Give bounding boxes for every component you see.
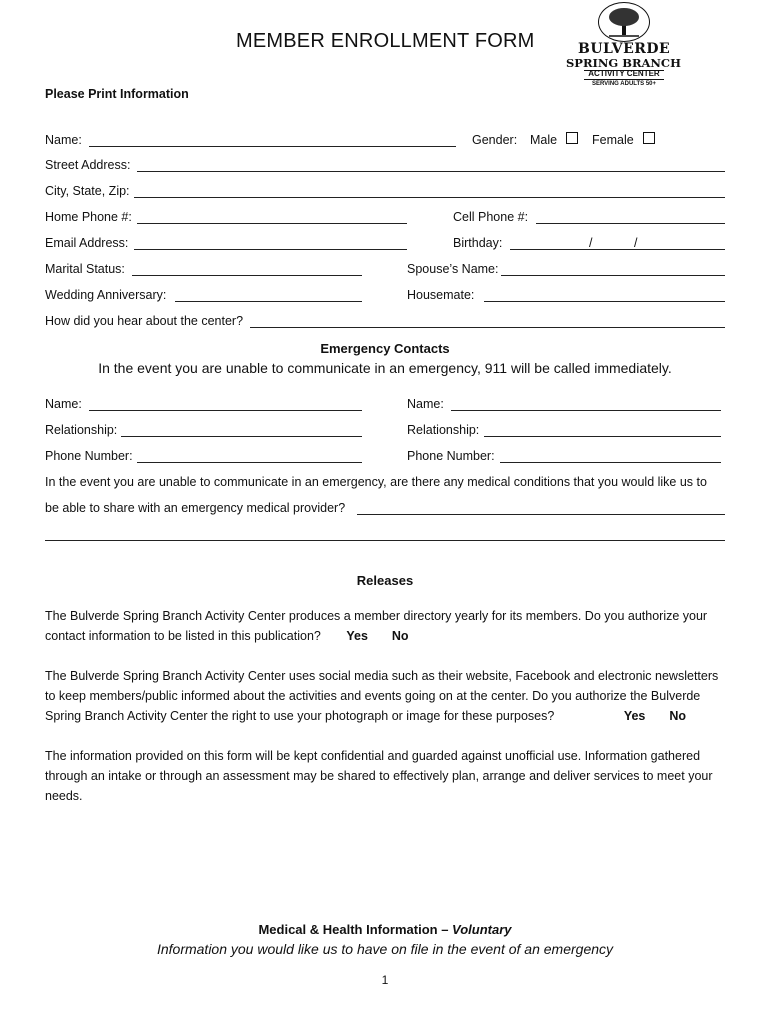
- housemate-label: Housemate:: [407, 288, 475, 302]
- spouse-label: Spouse’s Name:: [407, 262, 499, 276]
- phone-left-field[interactable]: [137, 462, 362, 463]
- emergency-heading: Emergency Contacts: [320, 341, 450, 356]
- email-field[interactable]: [134, 249, 407, 250]
- print-instruction: Please Print Information: [45, 87, 189, 101]
- social-paragraph: [45, 666, 730, 726]
- phone-left-label: Phone Number:: [45, 449, 133, 463]
- relationship-left-field[interactable]: [121, 436, 362, 437]
- logo-line4: SERVING ADULTS 50+: [591, 81, 657, 87]
- relationship-left-label: Relationship:: [45, 423, 118, 437]
- logo-line2: SPRING BRANCH: [566, 56, 681, 70]
- directory-text: The Bulverde Spring Branch Activity Center produces a member directory yearly for its members. Do you authorize your contact information to be listed in this publication?: [45, 609, 708, 643]
- social-yes[interactable]: Yes: [623, 709, 646, 723]
- female-label: Female: [592, 133, 634, 147]
- name-label: Name:: [45, 133, 82, 147]
- birthday-field[interactable]: [510, 249, 725, 250]
- medical-heading-voluntary: Voluntary: [452, 922, 512, 937]
- city-field[interactable]: [134, 197, 725, 198]
- emergency-name-right-field[interactable]: [451, 410, 721, 411]
- marital-label: Marital Status:: [45, 262, 125, 276]
- marital-field[interactable]: [132, 275, 362, 276]
- directory-no[interactable]: No: [391, 629, 409, 643]
- gender-label: Gender:: [472, 133, 518, 147]
- housemate-field[interactable]: [484, 301, 725, 302]
- relationship-right-field[interactable]: [484, 436, 721, 437]
- medical-heading-text: Medical & Health Information –: [258, 922, 453, 937]
- logo-line3: ACTIVITY CENTER: [588, 69, 660, 78]
- medical-conditions-field-2[interactable]: [45, 540, 725, 541]
- confidential-paragraph: The information provided on this form will be kept confidential and guarded against unofficial use. Information gathered through an intake or through an assessment may be shared to effectively plan, arrange and deliver services to meet your needs.: [45, 749, 713, 803]
- relationship-right-label: Relationship:: [407, 423, 480, 437]
- emergency-name-left-label: Name:: [45, 397, 82, 411]
- home-phone-field[interactable]: [137, 223, 407, 224]
- anniversary-field[interactable]: [175, 301, 362, 302]
- birthday-slash-2: /: [634, 236, 638, 250]
- social-text: The Bulverde Spring Branch Activity Center uses social media such as their website, Facebook and electronic newsletters to keep members/public informed about the activities and events going on at the center. Do you authorize the Bulverde Spring Branch Activity Center the right to use your photograph or image for these purposes?: [45, 669, 719, 723]
- male-label: Male: [530, 133, 558, 147]
- emergency-subheading: In the event you are unable to communicate in an emergency, 911 will be called immediately.: [98, 360, 672, 376]
- emergency-name-left-field[interactable]: [89, 410, 362, 411]
- city-label: City, State, Zip:: [45, 184, 130, 198]
- hear-label: How did you hear about the center?: [45, 314, 244, 328]
- releases-heading: Releases: [356, 573, 414, 588]
- medical-question-line1: In the event you are unable to communicate in an emergency, are there any medical conditions that you would like us to: [45, 475, 707, 489]
- street-label: Street Address:: [45, 158, 131, 172]
- male-checkbox[interactable]: [566, 132, 578, 144]
- medical-heading: [0, 922, 770, 937]
- home-phone-label: Home Phone #:: [45, 210, 132, 224]
- birthday-slash-1: /: [589, 236, 593, 250]
- phone-right-field[interactable]: [500, 462, 721, 463]
- female-checkbox[interactable]: [643, 132, 655, 144]
- social-no[interactable]: No: [669, 709, 687, 723]
- hear-field[interactable]: [250, 327, 725, 328]
- email-label: Email Address:: [45, 236, 129, 250]
- logo-line1: BULVERDE: [578, 41, 671, 57]
- medical-conditions-field[interactable]: [357, 514, 725, 515]
- tree-icon: [598, 2, 650, 42]
- birthday-label: Birthday:: [453, 236, 503, 250]
- cell-phone-label: Cell Phone #:: [453, 210, 529, 224]
- page-number: 1: [381, 973, 389, 987]
- emergency-name-right-label: Name:: [407, 397, 444, 411]
- phone-right-label: Phone Number:: [407, 449, 495, 463]
- street-field[interactable]: [137, 171, 725, 172]
- anniversary-label: Wedding Anniversary:: [45, 288, 167, 302]
- directory-paragraph: [45, 606, 730, 646]
- directory-yes[interactable]: Yes: [346, 629, 368, 643]
- name-field[interactable]: [89, 146, 456, 147]
- spouse-field[interactable]: [501, 275, 725, 276]
- medical-question-line2: be able to share with an emergency medical provider?: [45, 501, 346, 515]
- cell-phone-field[interactable]: [536, 223, 725, 224]
- form-title: MEMBER ENROLLMENT FORM: [236, 30, 535, 52]
- medical-subheading: Information you would like us to have on file in the event of an emergency: [156, 941, 614, 957]
